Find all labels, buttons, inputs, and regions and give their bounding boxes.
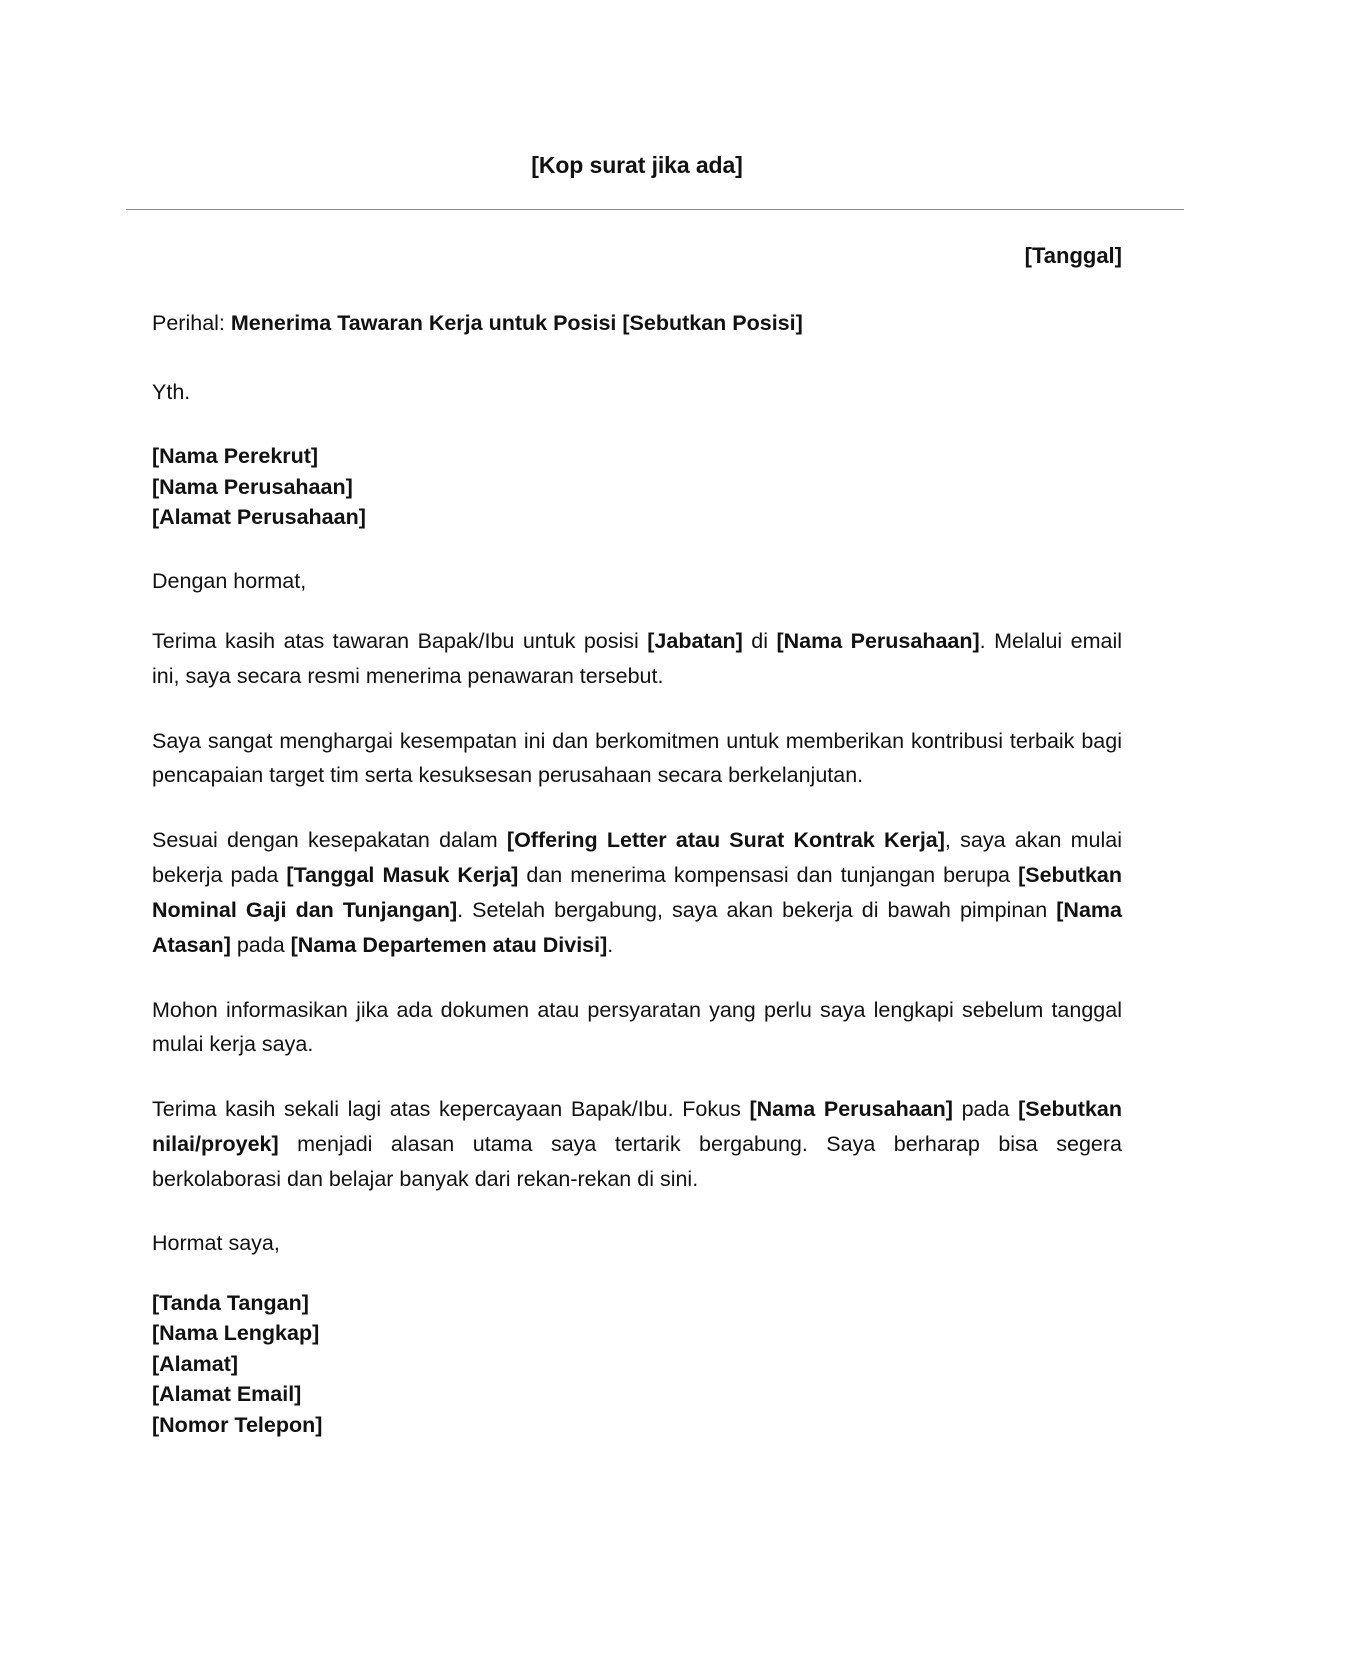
signature-line: [Nama Lengkap]	[152, 1321, 320, 1346]
p3-seg3: , saya akan mulai bekerja pada	[152, 828, 1123, 888]
p3-seg7: . Setelah bergabung, saya akan bekerja di bawah pimpinan	[457, 897, 1057, 922]
p1-placeholder-jabatan: [Jabatan]	[647, 628, 743, 653]
recipient-line: [Alamat Perusahaan]	[152, 505, 366, 530]
subject-value: Menerima Tawaran Kerja untuk Posisi [Sebutkan Posisi]	[230, 311, 803, 335]
salutation-line: Yth.	[152, 380, 191, 405]
p3-placeholder-tanggal-masuk: [Tanggal Masuk Kerja]	[286, 863, 519, 888]
recipient-line: [Nama Perusahaan]	[152, 474, 353, 499]
signature-line: [Alamat]	[152, 1351, 239, 1376]
paragraph-2: Saya sangat menghargai kesempatan ini dan berkomitmen untuk memberikan kontribusi terbaik bagi pencapaian target tim serta kesuksesan perusahaan secara berkelanjutan.	[152, 728, 1122, 788]
recipient-line: [Nama Perekrut]	[152, 444, 319, 469]
header-divider	[126, 209, 1184, 210]
paragraph-3	[152, 823, 1122, 962]
letter-body	[152, 0, 1122, 1520]
p3-placeholder-departemen: [Nama Departemen atau Divisi]	[290, 932, 608, 957]
p3-placeholder-atasan: [Nama Atasan]	[152, 897, 1122, 957]
paragraph-4: Mohon informasikan jika ada dokumen atau persyaratan yang perlu saya lengkapi sebelum tanggal mulai kerja saya.	[152, 997, 1122, 1057]
p1-seg5: . Melalui email ini, saya secara resmi menerima penawaran tersebut.	[152, 628, 1123, 688]
p5-seg1: Terima kasih sekali lagi atas kepercayaan Bapak/Ibu. Fokus	[152, 1097, 750, 1122]
letterhead: [Kop surat jika ada]	[531, 152, 743, 178]
p5-placeholder-perusahaan: [Nama Perusahaan]	[749, 1097, 953, 1122]
paragraph-5	[152, 1092, 1122, 1196]
recipient-block	[152, 441, 1122, 533]
signature-line: [Alamat Email]	[152, 1382, 302, 1407]
paragraph-1	[152, 624, 1122, 694]
p3-seg5: dan menerima kompensasi dan tunjangan berupa	[518, 863, 1019, 888]
p3-seg1: Sesuai dengan kesepakatan dalam	[152, 828, 507, 853]
p5-seg5: menjadi alasan utama saya tertarik bergabung. Saya berharap bisa segera berkolaborasi dan belajar banyak dari rekan-rekan di sini.	[152, 1132, 1122, 1191]
p1-seg1: Terima kasih atas tawaran Bapak/Ibu untuk posisi	[152, 628, 648, 653]
subject-label: Perihal:	[152, 311, 231, 335]
closing-line: Hormat saya,	[152, 1230, 280, 1255]
p3-placeholder-offering-letter: [Offering Letter atau Surat Kontrak Kerja]	[506, 828, 945, 853]
p1-seg3: di	[742, 628, 777, 653]
p3-placeholder-gaji: [Sebutkan Nominal Gaji dan Tunjangan]	[152, 863, 1122, 922]
subject-line	[152, 308, 1122, 339]
p1-placeholder-perusahaan: [Nama Perusahaan]	[776, 628, 980, 653]
signature-block	[152, 1288, 1122, 1521]
p5-placeholder-nilai-proyek: [Sebutkan nilai/proyek]	[152, 1097, 1122, 1156]
p3-seg9: pada	[230, 932, 291, 957]
date-field: [Tanggal]	[1024, 243, 1122, 268]
signature-line: [Tanda Tangan]	[152, 1290, 309, 1315]
signature-line: [Nomor Telepon]	[152, 1412, 323, 1437]
p5-seg3: pada	[952, 1097, 1019, 1122]
p3-seg11: .	[607, 932, 614, 957]
greeting-line: Dengan hormat,	[152, 568, 307, 593]
